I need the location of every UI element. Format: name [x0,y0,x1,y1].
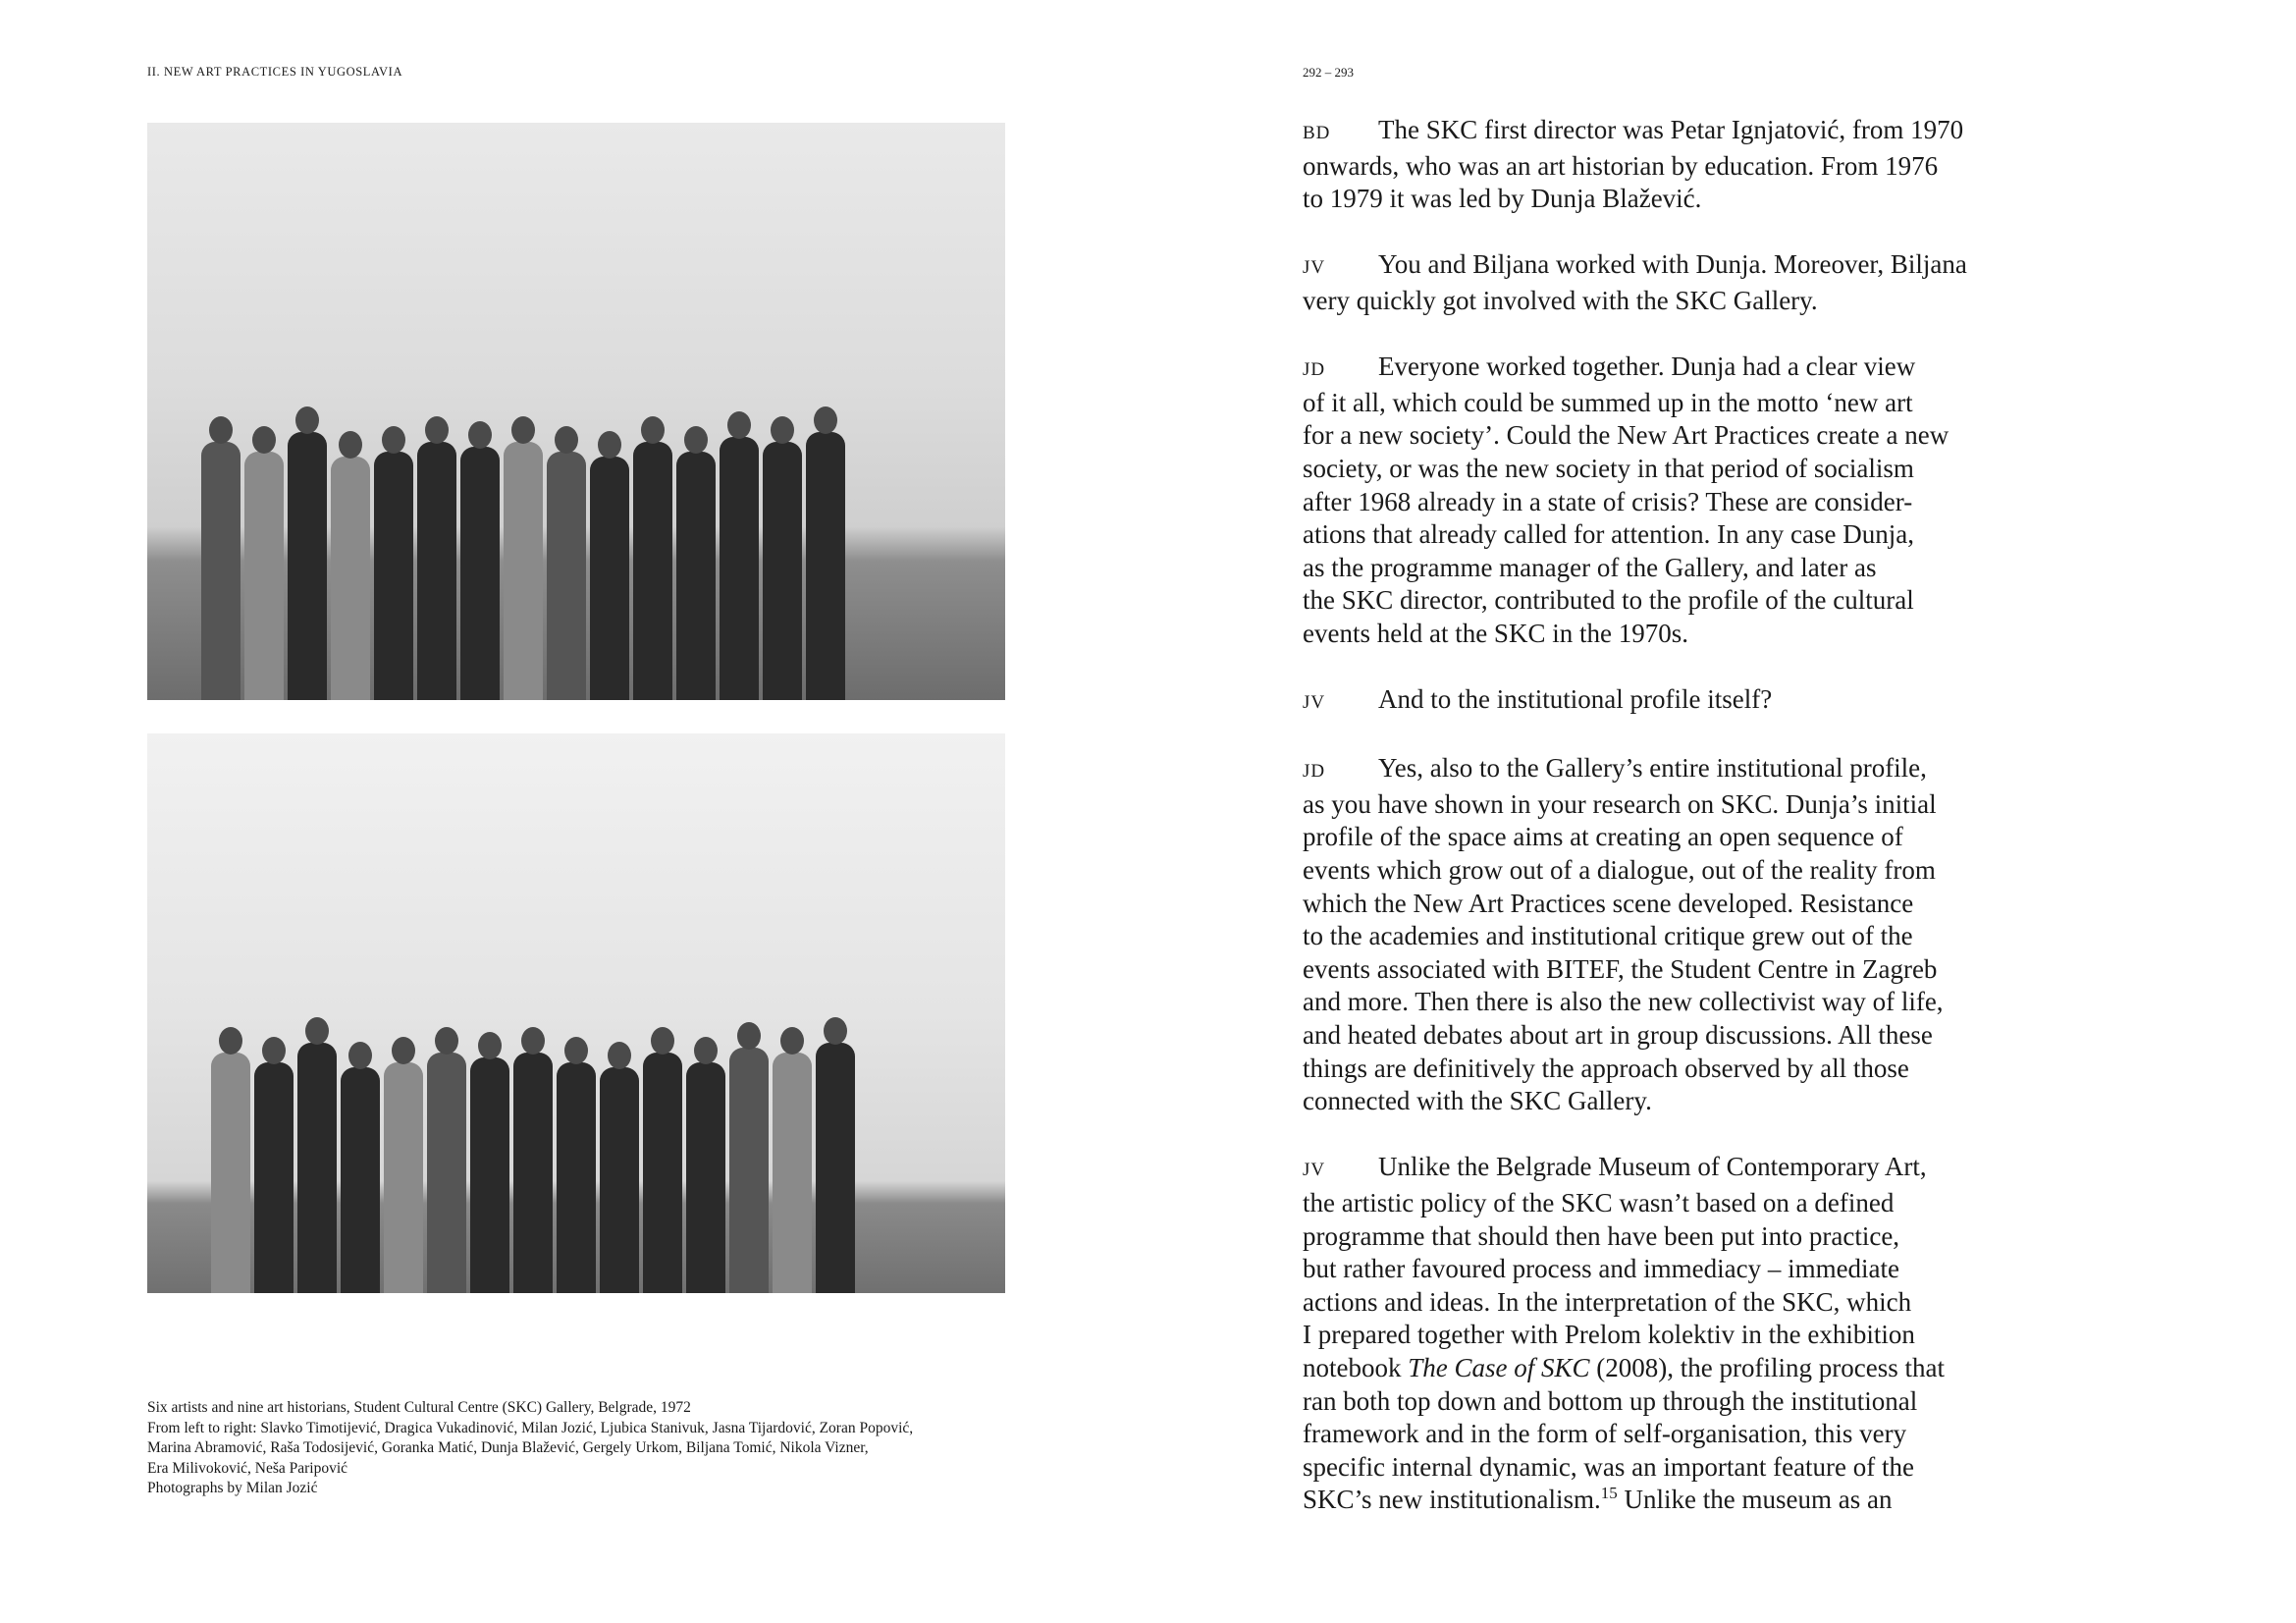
line-text: events which grow out of a dialogue, out of the reality from [1303,855,1936,886]
text-line [1303,1053,1990,1086]
interview-text [1303,114,1990,1550]
text-line [1303,618,1990,651]
line-text: SKC’s new institutionalism. [1303,1485,1601,1515]
person-figure [427,1053,466,1293]
line-text: actions and ideas. In the interpretation of the SKC, which [1303,1286,1912,1317]
line-text: as you have shown in your research on SKC. Dunja’s initial [1303,788,1937,819]
line-text: events associated with BITEF, the Student Centre in Zagreb [1303,953,1938,984]
text-line [1303,788,1990,822]
person-figure [720,437,759,700]
text-line [1303,486,1990,519]
text-line [1303,683,1990,720]
text-line [1303,854,1990,888]
person-figure [341,1067,380,1293]
person-figure [547,452,586,700]
text-line [1303,1151,1990,1187]
person-figure [686,1062,725,1293]
text-line [1303,285,1990,318]
text-line [1303,752,1990,788]
person-figure [806,432,845,700]
line-text: And to the institutional profile itself? [1378,684,1773,715]
caption-line: Era Milivoković, Neša Paripović [147,1459,348,1477]
person-figure [460,447,500,700]
text-line [1303,920,1990,953]
group-photo-front [147,123,1005,700]
person-figure [504,442,543,700]
speaker-initials: JV [1303,257,1326,279]
text-line [1303,114,1990,150]
text-line [1303,821,1990,854]
person-figure [211,1053,250,1293]
person-figure [633,442,672,700]
line-text: to 1979 it was led by Dunja Blažević. [1303,184,1702,214]
line-text: You and Biljana worked with Dunja. Moreover, Biljana [1378,249,1967,280]
line-text: profile of the space aims at creating an open sequence of [1303,822,1903,852]
text-line [1303,1019,1990,1053]
person-figure [600,1067,639,1293]
person-figure [288,432,327,700]
interview-paragraph [1303,1151,1990,1517]
person-figure [331,457,370,700]
group-figures [211,974,855,1293]
text-line [1303,888,1990,921]
text-line [1303,248,1990,285]
person-figure [470,1057,509,1293]
caption-line: Six artists and nine art historians, Student Cultural Centre (SKC) Gallery, Belgrade, 1972 [147,1399,691,1416]
line-text: Yes, also to the Gallery’s entire institutional profile, [1378,753,1927,784]
text-line [1303,1319,1990,1352]
person-figure [374,452,413,700]
text-line [1303,419,1990,453]
text-line [1303,1085,1990,1118]
interview-paragraph [1303,114,1990,216]
text-line [1303,1220,1990,1254]
text-line [1303,986,1990,1019]
line-text: and heated debates about art in group discussions. All these [1303,1020,1933,1051]
group-figures [201,353,845,700]
person-figure [676,452,716,700]
text-line [1303,453,1990,486]
person-figure [643,1053,682,1293]
person-figure [816,1043,855,1293]
line-text: notebook [1303,1352,1409,1382]
line-text: very quickly got involved with the SKC Gallery. [1303,285,1818,315]
publication-title: The Case of SKC [1408,1352,1590,1382]
person-figure [729,1048,769,1293]
text-line [1303,953,1990,987]
line-text: ations that already called for attention. In any case Dunja, [1303,519,1915,550]
line-text: events held at the SKC in the 1970s. [1303,618,1688,648]
text-line: ran both top down and bottom up through the institutional [1303,1385,1918,1416]
person-figure [513,1053,553,1293]
speaker-initials: JD [1303,761,1326,783]
line-text: society, or was the new society in that period of socialism [1303,453,1914,483]
line-text: for a new society’. Could the New Art Practices create a new [1303,420,1949,451]
line-text: Unlike the Belgrade Museum of Contemporary Art, [1378,1152,1927,1182]
line-text: connected with the SKC Gallery. [1303,1086,1652,1116]
interview-paragraph [1303,248,1990,317]
text-line [1303,518,1990,552]
person-figure [244,452,284,700]
line-text: as the programme manager of the Gallery, and later as [1303,552,1877,582]
line-text: things are definitively the approach observed by all those [1303,1053,1909,1083]
interview-paragraph [1303,683,1990,720]
text-line [1303,183,1990,216]
person-figure [297,1043,337,1293]
text-line [1303,351,1990,387]
caption-line: Marina Abramović, Raša Todosijević, Goranka Matić, Dunja Blažević, Gergely Urkom, Biljana Tomić, Nikola Vizner, [147,1439,869,1456]
person-figure [201,442,240,700]
text-line [1303,150,1990,184]
person-figure [254,1062,294,1293]
line-text: I prepared together with Prelom kolektiv in the exhibition [1303,1320,1915,1350]
text-line: framework and in the form of self-organisation, this very [1303,1419,1907,1449]
person-figure [417,442,456,700]
line-text: after 1968 already in a state of crisis? These are consider- [1303,486,1913,516]
line-text: which the New Art Practices scene developed. Resistance [1303,888,1914,918]
text-line [1303,552,1990,585]
text-line [1303,584,1990,618]
line-text: of it all, which could be summed up in the motto ‘new art [1303,387,1913,417]
interview-paragraph [1303,752,1990,1118]
person-figure [590,457,629,700]
person-figure [557,1062,596,1293]
caption-line: From left to right: Slavko Timotijević, Dragica Vukadinović, Milan Jozić, Ljubica Stanivuk, Jasna Tijardović, Zoran Popović, [147,1419,914,1436]
footnote-ref[interactable]: 15 [1600,1484,1618,1503]
text-line [1303,387,1990,420]
text-line [1303,1352,1990,1385]
line-text: the artistic policy of the SKC wasn’t based on a defined [1303,1188,1895,1217]
person-figure [763,442,802,700]
text-line [1303,1253,1990,1286]
line-text: The SKC first director was Petar Ignjatović, from 1970 [1378,115,1964,144]
line-text: to the academies and institutional critique grew out of the [1303,921,1913,951]
text-line [1303,1286,1990,1320]
line-text: programme that should then have been put into practice, [1303,1220,1900,1251]
line-text: but rather favoured process and immediacy – immediate [1303,1254,1900,1284]
line-text: onwards, who was an art historian by education. From 1976 [1303,150,1939,181]
running-head-chapter: II. NEW ART PRACTICES IN YUGOSLAVIA [147,65,403,79]
line-text: and more. Then there is also the new collectivist way of life, [1303,987,1944,1017]
line-text: Everyone worked together. Dunja had a clear view [1378,352,1916,382]
person-figure [773,1053,812,1293]
group-photo-back [147,733,1005,1293]
interview-paragraph [1303,351,1990,650]
text-line [1303,1484,1990,1517]
speaker-initials: JD [1303,359,1326,381]
text-line [1303,1187,1990,1220]
person-figure [384,1062,423,1293]
speaker-initials: BD [1303,123,1331,143]
line-text: (2008), the profiling process that [1589,1352,1945,1382]
caption-line: Photographs by Milan Jozić [147,1480,318,1496]
speaker-initials: JV [1303,1160,1326,1181]
page-numbers: 292 – 293 [1303,65,1354,80]
text-line: specific internal dynamic, was an important feature of the [1303,1451,1915,1482]
photo-caption [147,1398,913,1499]
line-text: the SKC director, contributed to the profile of the cultural [1303,585,1914,616]
line-text: Unlike the museum as an [1617,1485,1893,1515]
speaker-initials: JV [1303,692,1326,714]
